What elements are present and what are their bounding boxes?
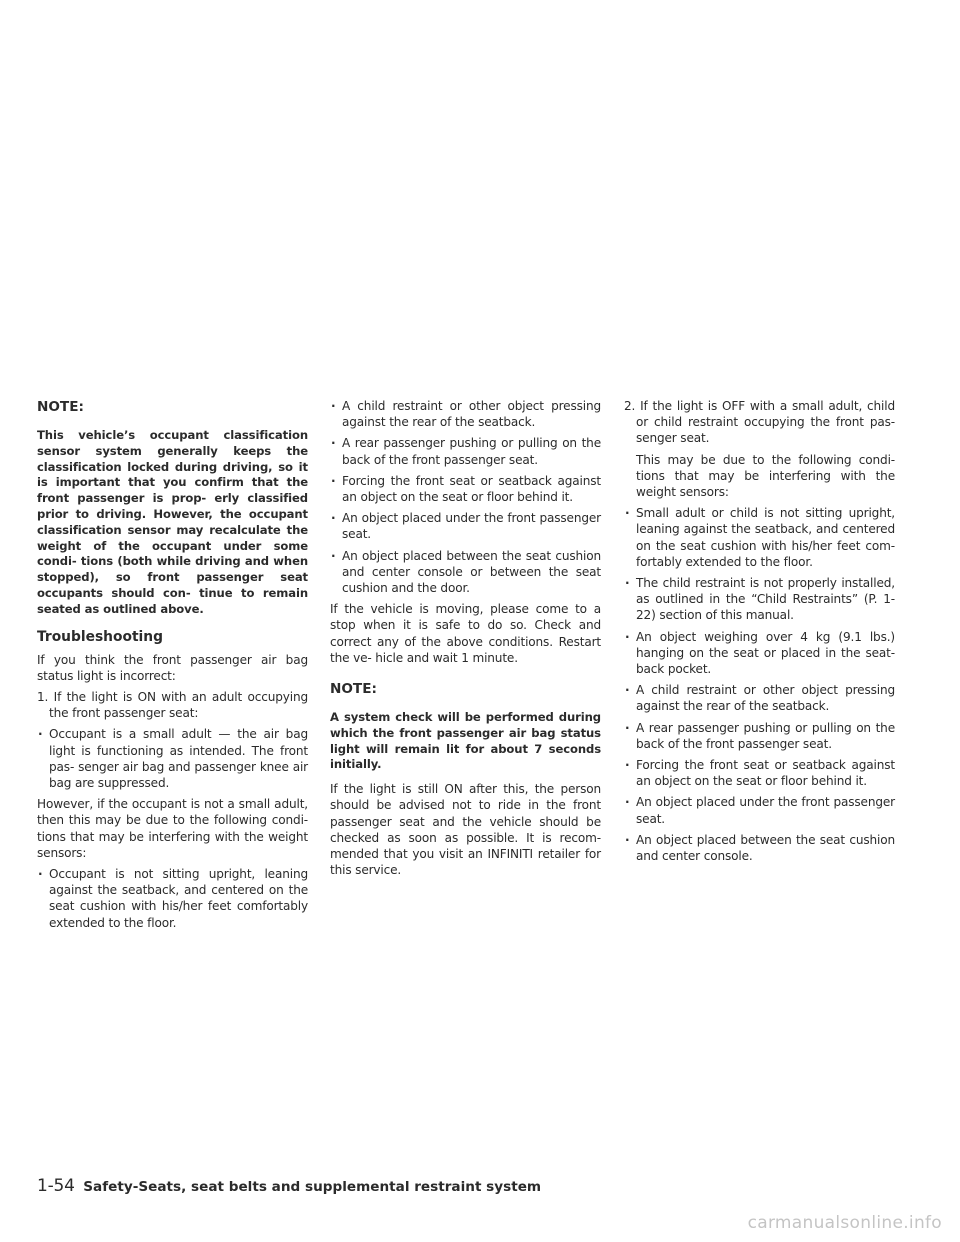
note-heading: NOTE: [330,681,377,698]
list-item: · Small adult or child is not sitting upright, leaning against the seatback, and centered on the seat cushion with his/her feet com- fortably extended to the floor. [624,505,895,570]
column-3 [624,398,895,869]
list-item: · A child restraint or other object pressing against the rear of the seatback. [624,682,895,714]
still-on-paragraph: If the light is still ON after this, the person should be advised not to ride in the front passenger seat and the vehicle should be checked as soon as possible. It is recom- mended that you visit an INFINITI retailer for this service. [330,782,601,878]
watermark: carmanualsonline.info [747,1213,942,1233]
page-footer [37,1176,541,1197]
bullet-list [330,398,601,596]
list-item: · An object weighing over 4 kg (9.1 lbs.) hanging on the seat or placed in the seat- back pocket. [624,629,895,678]
list-item: · A rear passenger pushing or pulling on the back of the front passenger seat. [330,435,601,467]
page-number: 1-54 [37,1176,75,1196]
note-body: A system check will be performed during which the front passenger air bag status light will remain lit for about 7 seconds initially. [330,710,601,772]
list-item: · Forcing the front seat or seatback against an object on the seat or floor behind it. [330,473,601,505]
note-heading: NOTE: [37,399,84,415]
note-body: This vehicle’s occupant classification sensor system generally keeps the classification locked during driving, so it is important that you confirm that the front passenger is prop- erly classified prior to driving. However, the occupant classification sensor may recalculate the weight of the occupant under some condi- tions (both while driving and when stopped), so front passenger seat occupants should con- tinue to remain seated as outlined above. [37,428,308,616]
list-item: · A child restraint or other object pressing against the rear of the seatback. [330,398,601,430]
footer-title: Safety-Seats, seat belts and supplemental restraint system [83,1179,542,1195]
list-item: · Occupant is not sitting upright, leaning against the seatback, and centered on the seat cushion with his/her feet comfortably extended to the floor. [37,866,308,931]
list-item: · An object placed between the seat cushion and center console or between the seat cushion and the door. [330,548,601,597]
column-1 [37,398,308,936]
list-item: · An object placed under the front passenger seat. [624,794,895,826]
list-item: · The child restraint is not properly installed, as outlined in the “Child Restraints” (P. 1-22) section of this manual. [624,575,895,624]
numbered-item-2-continuation: This may be due to the following condi- tions that may be interfering with the weight sensors: [636,452,895,500]
numbered-item-2: 2. If the light is OFF with a small adult, child or child restraint occupying the front pas- senger seat. [624,399,895,446]
column-2 [330,398,601,883]
list-item: · An object placed between the seat cushion and center console. [624,832,895,864]
list-item: · Forcing the front seat or seatback against an object on the seat or floor behind it. [624,757,895,789]
bullet-list [37,866,308,931]
intro-paragraph: If you think the front passenger air bag status light is incorrect: [37,652,308,683]
section-heading-troubleshooting: Troubleshooting [37,628,163,645]
bullet-list [624,505,895,864]
however-paragraph: However, if the occupant is not a small adult, then this may be due to the following condi- tions that may be interfering with the weight sensors: [37,797,308,860]
moving-paragraph: If the vehicle is moving, please come to a stop when it is safe to do so. Check and correct any of the above conditions. Restart the ve- hicle and wait 1 minute. [330,602,601,665]
list-item: · An object placed under the front passenger seat. [330,510,601,542]
numbered-item-1: 1. If the light is ON with an adult occupying the front passenger seat: [37,689,308,721]
list-item: · Occupant is a small adult — the air bag light is functioning as intended. The front pas- senger air bag and passenger knee air bag are suppressed. [37,726,308,791]
list-item: · A rear passenger pushing or pulling on the back of the front passenger seat. [624,720,895,752]
bullet-list [37,726,308,791]
